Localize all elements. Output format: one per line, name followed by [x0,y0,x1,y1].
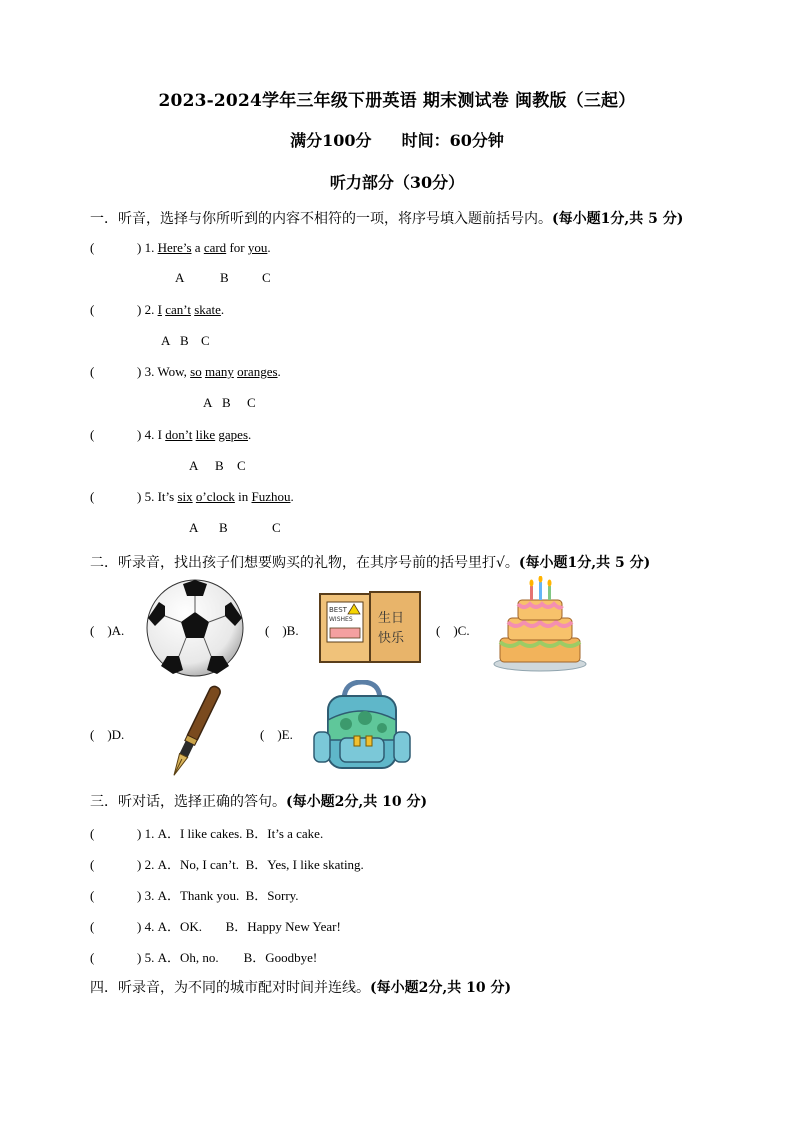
answer-bracket-close: ) [137,489,142,504]
card-cn-line-2: 快乐 [378,631,405,646]
question-number: 3. [144,364,155,379]
section-3-score: (每小题2分,共 10 分) [286,794,428,810]
underlined-word-c: you [247,240,268,255]
s3-question-3 [90,885,299,904]
choice-b: B．Yes, I like skating. [245,857,364,872]
section-3-heading [90,791,427,811]
sentence-text: . [267,240,271,255]
sentence-text: . [220,302,225,317]
option-b: B [180,333,189,348]
option-c: C [237,458,246,473]
underlined-word-b: many [204,364,234,379]
football-icon [145,578,245,678]
answer-bracket-close: ) [137,826,142,841]
option-a: A [203,395,213,410]
answer-bracket-close: ) [137,857,142,872]
sentence-text: a [191,240,204,255]
section-1-instruction: 一．听音，选择与你所听到的内容不相符的一项，将序号填入题前括号内。 [90,211,552,227]
section-3-instruction: 三．听对话，选择正确的答句。 [90,794,286,810]
question-number: 3. [144,888,155,903]
s1-q4-options [189,458,246,474]
question-number: 2. [144,302,155,317]
option-c: C [247,395,256,410]
underlined-word-b: card [203,240,227,255]
underlined-word-a: six [177,489,193,504]
birthday-cake-icon [490,576,590,674]
fountain-pen-icon [160,680,230,782]
s1-question-4 [90,427,251,443]
underlined-word-c: Fuzhou [251,489,291,504]
s1-q1-options [175,270,271,286]
section-4-heading [90,977,511,997]
s1-q2-options [161,333,210,349]
choice-b: B．Happy New Year! [225,919,341,934]
question-number: 2. [144,857,155,872]
underlined-word-c: skate [194,302,221,317]
question-number: 4. [144,919,155,934]
s3-question-5 [90,947,317,966]
underlined-word-a: Here’s [157,240,192,255]
picture-label-e[interactable]: ( )E. [260,727,293,742]
full-score: 满分100分 [290,131,372,150]
question-number: 5. [144,950,155,965]
section-2-instruction: 二．听录音，找出孩子们想要购买的礼物，在其序号前的括号里打√。 [90,555,519,571]
answer-bracket-open[interactable]: ( [90,857,95,872]
answer-bracket-open[interactable]: ( [90,489,95,504]
sentence-text: in [234,489,252,504]
underlined-word-b: o’clock [195,489,235,504]
answer-bracket-close: ) [137,950,142,965]
underlined-word-a: don’t [165,427,193,442]
underlined-word-c: oranges [237,364,278,379]
choice-a: A．I like cakes. [157,826,243,841]
exam-time: 时间：60分钟 [401,131,504,150]
sentence-text: . [248,427,252,442]
sentence-text: I [157,427,166,442]
choice-b: B．It’s a cake. [245,826,324,841]
option-c: C [201,333,210,348]
question-number: 5. [144,489,155,504]
section-4-instruction: 四．听录音，为不同的城市配对时间并连线。 [90,980,370,996]
picture-label-b[interactable]: ( )B. [265,623,299,638]
answer-bracket-open[interactable]: ( [90,919,95,934]
choice-b: B．Goodbye! [243,950,318,965]
sentence-text: . [277,364,281,379]
answer-bracket-open[interactable]: ( [90,888,95,903]
option-a: A [175,270,185,285]
sentence-text: It’s [157,489,178,504]
s3-question-2 [90,854,364,873]
section-2-score: (每小题1分,共 5 分) [518,555,651,571]
underlined-word-b: like [195,427,216,442]
s1-question-5 [90,489,294,505]
s1-question-1 [90,240,271,256]
s1-question-3 [90,364,281,380]
choice-a: A．OK. [157,919,203,934]
answer-bracket-close: ) [137,364,142,379]
answer-bracket-close: ) [137,427,142,442]
section-1-heading [90,208,683,228]
choice-a: A．Thank you. [157,888,240,903]
choice-b: B．Sorry. [245,888,299,903]
underlined-word-c: gapes [218,427,249,442]
option-b: B [219,520,228,535]
picture-label-a[interactable]: ( )A. [90,623,125,638]
part-heading: 听力部分（30分） [329,173,465,192]
choice-a: A．No, I can’t. [157,857,239,872]
answer-bracket-close: ) [137,919,142,934]
option-b: B [215,458,224,473]
underlined-word-a: so [190,364,202,379]
option-a: A [189,458,199,473]
section-1-score: (每小题1分,共 5 分) [552,211,684,227]
option-b: B [222,395,231,410]
school-bag-icon [310,680,414,778]
option-b: B [220,270,229,285]
sentence-text: for [226,240,248,255]
sentence-text: Wow, [157,364,191,379]
answer-bracket-close: ) [137,302,142,317]
answer-bracket-open[interactable]: ( [90,950,95,965]
card-best-text: BEST [329,606,347,614]
answer-bracket-open[interactable]: ( [90,302,95,317]
greeting-card-icon [318,590,422,664]
option-c: C [272,520,281,535]
card-wishes-text: WISHES [329,616,353,623]
question-number: 1. [144,826,155,841]
option-a: A [189,520,199,535]
section-2-heading [90,552,650,572]
s3-question-1 [90,823,323,842]
s1-q3-options [203,395,256,411]
page-title: 2023-2024学年三年级下册英语 期末测试卷 闽教版（三起） [158,91,636,111]
option-a: A [161,333,171,348]
card-cn-line-1: 生日 [378,611,405,626]
s3-question-4 [90,916,341,935]
underlined-word-a: I [157,302,162,317]
sentence-text: . [290,489,294,504]
exam-meta [0,128,794,151]
answer-bracket-close: ) [137,240,142,255]
question-number: 1. [144,240,155,255]
picture-label-c[interactable]: ( )C. [436,623,470,638]
question-number: 4. [144,427,155,442]
section-4-score: (每小题2分,共 10 分) [370,980,512,996]
choice-a: A．Oh, no. [157,950,219,965]
s1-question-2 [90,302,224,318]
answer-bracket-open[interactable]: ( [90,826,95,841]
answer-bracket-open[interactable]: ( [90,427,95,442]
answer-bracket-open[interactable]: ( [90,364,95,379]
answer-bracket-close: ) [137,888,142,903]
s1-q5-options [189,520,281,536]
picture-label-d[interactable]: ( )D. [90,727,125,742]
answer-bracket-open[interactable]: ( [90,240,95,255]
underlined-word-b: can’t [165,302,191,317]
option-c: C [262,270,271,285]
